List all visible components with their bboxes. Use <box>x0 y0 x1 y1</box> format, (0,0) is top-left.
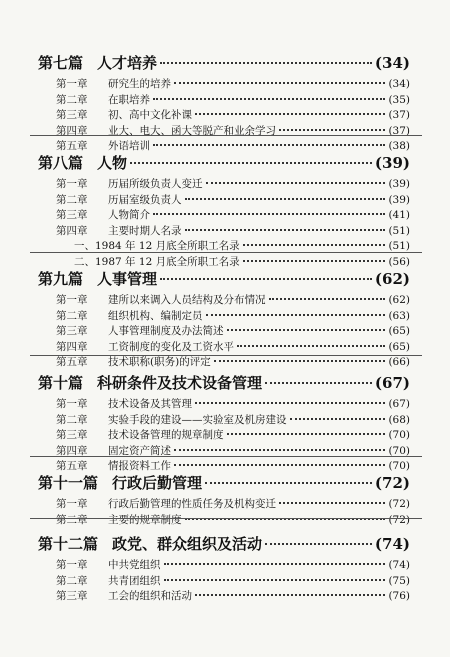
chapter-number: 第一章 <box>56 294 88 306</box>
entry-title: 行政后勤管理的性质任务及机构变迁 <box>108 498 276 510</box>
subsection-entry <box>74 238 410 253</box>
page-number: (39) <box>388 193 410 206</box>
entry-title: 组织机构、编制定员 <box>108 309 203 322</box>
chapter-number: 第二章 <box>56 193 88 206</box>
chapter-entry <box>56 176 410 191</box>
part-heading <box>38 52 410 73</box>
page-number: (34) <box>374 54 410 72</box>
part-number: 第八篇 <box>38 154 84 172</box>
part-number: 第十一篇 <box>38 474 99 492</box>
dot-leader <box>160 278 372 280</box>
entry-title: 人物简介 <box>108 209 150 221</box>
page-number: (70) <box>388 444 410 457</box>
section-divider <box>30 355 422 356</box>
part-heading <box>38 268 410 289</box>
dot-leader <box>243 260 386 262</box>
dot-leader <box>237 345 385 347</box>
dot-leader <box>174 82 385 84</box>
subsection-entry <box>74 254 410 269</box>
page-number: (72) <box>374 474 410 492</box>
dot-leader <box>265 382 372 384</box>
entry-title: 情报资料工作 <box>108 460 171 472</box>
page-number: (35) <box>388 93 410 106</box>
dot-leader <box>153 144 385 146</box>
entry-title: 历届室级负责人 <box>108 193 182 206</box>
chapter-entry <box>56 207 410 222</box>
dot-leader <box>195 402 385 404</box>
part-number: 第十二篇 <box>38 535 99 553</box>
part-title: 政党、群众组织及活动 <box>112 535 263 553</box>
chapter-entry <box>56 512 410 527</box>
entry-title: 一、1984 年 12 月底全所职工名录 <box>74 240 240 252</box>
chapter-number: 第四章 <box>56 444 88 457</box>
dot-leader <box>153 98 385 100</box>
entry-title: 实验手段的建设——实验室及机房建设 <box>108 413 287 426</box>
chapter-entry <box>56 588 410 603</box>
chapter-number: 第一章 <box>56 178 88 190</box>
chapter-number: 第一章 <box>56 498 88 510</box>
chapter-number: 第五章 <box>56 356 88 368</box>
page-number: (75) <box>388 574 410 587</box>
part-heading <box>38 372 410 393</box>
chapter-number: 第二章 <box>56 309 88 322</box>
chapter-number: 第三章 <box>56 429 88 441</box>
chapter-entry <box>56 496 410 511</box>
page-number: (51) <box>388 240 410 252</box>
chapter-entry <box>56 138 410 153</box>
entry-title: 建所以来调入人员结构及分布情况 <box>108 294 266 306</box>
chapter-number: 第二章 <box>56 574 88 587</box>
page-number: (76) <box>388 590 410 602</box>
chapter-number: 第四章 <box>56 340 88 353</box>
chapter-entry <box>56 292 410 307</box>
entry-title: 固定资产简述 <box>108 444 171 457</box>
page-number: (66) <box>388 356 410 368</box>
dot-leader <box>290 418 386 420</box>
dot-leader <box>185 198 386 200</box>
chapter-number: 第二章 <box>56 513 88 526</box>
chapter-number: 第一章 <box>56 78 88 90</box>
chapter-entry <box>56 557 410 572</box>
page-number: (72) <box>388 513 410 526</box>
section-divider <box>30 135 422 136</box>
entry-title: 人事管理制度及办法简述 <box>108 325 224 337</box>
entry-title: 技术设备管理的规章制度 <box>108 429 224 441</box>
page-number: (68) <box>388 413 410 426</box>
page-number: (34) <box>388 78 410 90</box>
dot-leader <box>205 482 372 484</box>
page-number: (65) <box>388 325 410 337</box>
chapter-entry <box>56 396 410 411</box>
dot-leader <box>206 182 386 184</box>
page-number: (74) <box>374 535 410 553</box>
dot-leader <box>174 464 385 466</box>
entry-title: 外语培训 <box>108 140 150 152</box>
page-number: (65) <box>388 340 410 353</box>
chapter-entry <box>56 412 410 427</box>
page-number: (62) <box>374 270 410 288</box>
part-heading <box>38 472 410 493</box>
part-title: 人事管理 <box>97 270 158 288</box>
chapter-entry <box>56 354 410 369</box>
entry-title: 业大、电大、函大等脱产和业余学习 <box>108 124 276 137</box>
entry-title: 工资制度的变化及工资水平 <box>108 340 234 353</box>
chapter-entry <box>56 339 410 354</box>
entry-title: 在职培养 <box>108 93 150 106</box>
chapter-number: 第三章 <box>56 325 88 337</box>
chapter-number: 第五章 <box>56 460 88 472</box>
entry-title: 二、1987 年 12 月底全所职工名录 <box>74 255 240 268</box>
dot-leader <box>153 213 385 215</box>
chapter-number: 第四章 <box>56 124 88 137</box>
entry-title: 主要时期人名录 <box>108 224 182 237</box>
page-number: (67) <box>388 398 410 410</box>
dot-leader <box>160 62 372 64</box>
page-number: (37) <box>388 124 410 137</box>
section-divider <box>30 252 422 253</box>
chapter-entry <box>56 573 410 588</box>
page-number: (70) <box>388 460 410 472</box>
page-number: (70) <box>388 429 410 441</box>
dot-leader <box>130 162 372 164</box>
entry-title: 研究生的培养 <box>108 78 171 90</box>
page-number: (51) <box>388 224 410 237</box>
entry-title: 工会的组织和活动 <box>108 590 192 602</box>
part-number: 第七篇 <box>38 54 84 72</box>
chapter-entry <box>56 223 410 238</box>
chapter-entry <box>56 192 410 207</box>
section-divider <box>30 518 422 519</box>
page-number: (37) <box>388 109 410 121</box>
chapter-number: 第一章 <box>56 398 88 410</box>
part-title: 科研条件及技术设备管理 <box>97 374 263 392</box>
entry-title: 中共党组织 <box>108 559 161 571</box>
page-number: (67) <box>374 374 410 392</box>
part-title: 行政后勤管理 <box>112 474 203 492</box>
entry-title: 技术设备及其管理 <box>108 398 192 410</box>
dot-leader <box>206 314 386 316</box>
part-heading <box>38 152 410 173</box>
chapter-number: 第二章 <box>56 93 88 106</box>
dot-leader <box>265 543 372 545</box>
dot-leader <box>214 360 386 362</box>
dot-leader <box>195 113 385 115</box>
part-heading <box>38 533 410 554</box>
page-number: (39) <box>374 154 410 172</box>
page-number: (74) <box>388 559 410 571</box>
dot-leader <box>279 502 385 504</box>
chapter-entry <box>56 323 410 338</box>
dot-leader <box>174 449 385 451</box>
part-title: 人才培养 <box>97 54 158 72</box>
chapter-entry <box>56 76 410 91</box>
part-title: 人物 <box>97 154 128 172</box>
entry-title: 历届所级负责人变迁 <box>108 178 203 190</box>
entry-title: 初、高中文化补课 <box>108 109 192 121</box>
page-number: (56) <box>388 255 410 268</box>
dot-leader <box>195 594 385 596</box>
chapter-entry <box>56 92 410 107</box>
chapter-number: 第三章 <box>56 209 88 221</box>
section-divider <box>30 456 422 457</box>
entry-title: 技术职称(职务)的评定 <box>108 356 211 368</box>
entry-title: 共青团组织 <box>108 574 161 587</box>
dot-leader <box>269 298 386 300</box>
part-number: 第十篇 <box>38 374 84 392</box>
page-number: (41) <box>388 209 410 221</box>
dot-leader <box>185 229 386 231</box>
chapter-number: 第三章 <box>56 109 88 121</box>
dot-leader <box>243 244 386 246</box>
chapter-number: 第一章 <box>56 559 88 571</box>
chapter-entry <box>56 308 410 323</box>
part-number: 第九篇 <box>38 270 84 288</box>
chapter-number: 第四章 <box>56 224 88 237</box>
chapter-entry <box>56 107 410 122</box>
dot-leader <box>164 563 386 565</box>
page-number: (63) <box>388 309 410 322</box>
dot-leader <box>227 433 386 435</box>
dot-leader <box>227 329 386 331</box>
chapter-number: 第三章 <box>56 590 88 602</box>
chapter-entry <box>56 427 410 442</box>
chapter-entry <box>56 458 410 473</box>
page-number: (62) <box>388 294 410 306</box>
chapter-number: 第五章 <box>56 140 88 152</box>
dot-leader <box>164 579 386 581</box>
dot-leader <box>279 129 385 131</box>
page-number: (38) <box>388 140 410 152</box>
entry-title: 主要的规章制度 <box>108 513 182 526</box>
chapter-number: 第二章 <box>56 413 88 426</box>
page-number: (72) <box>388 498 410 510</box>
page-number: (39) <box>388 178 410 190</box>
